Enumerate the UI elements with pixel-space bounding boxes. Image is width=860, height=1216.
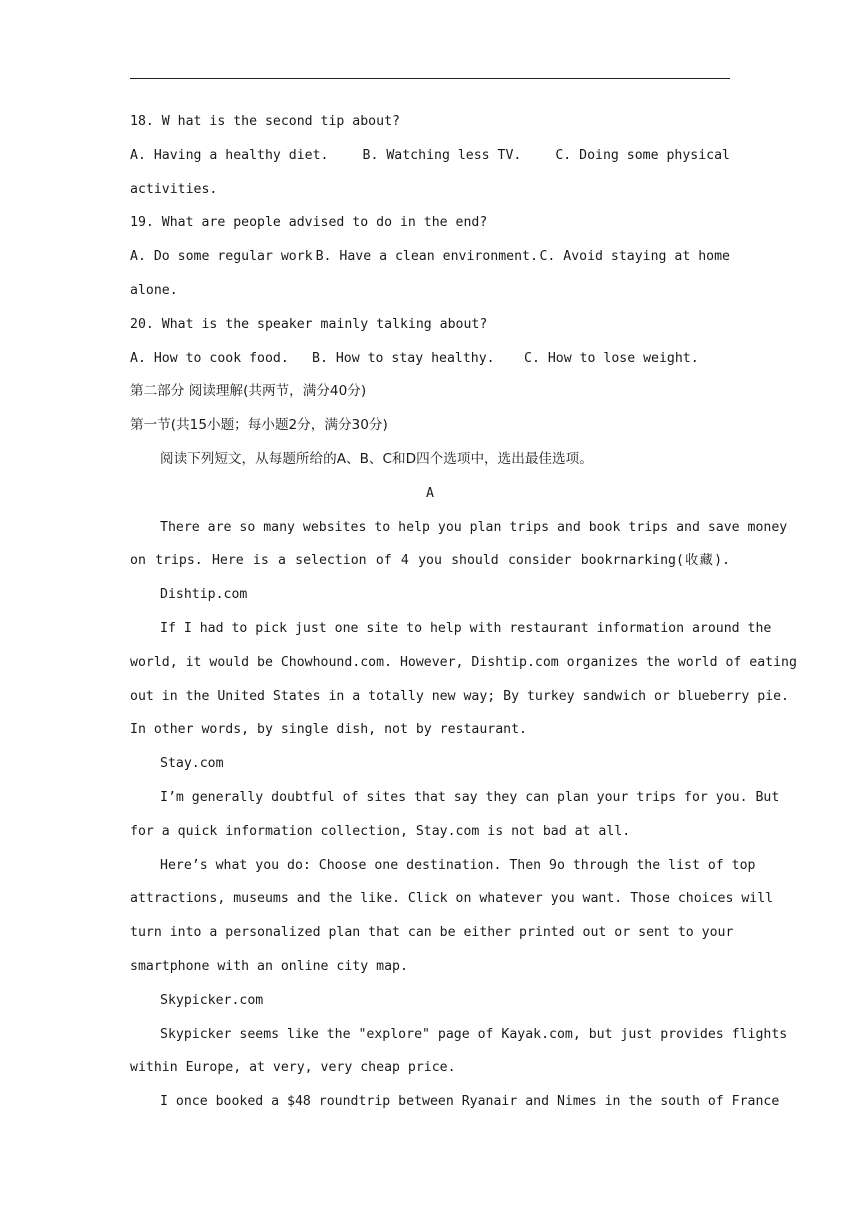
passage-line: within Europe, at very, very cheap price.	[130, 1060, 456, 1076]
header-rule	[130, 78, 730, 79]
passage-line: In other words, by single dish, not by restaurant.	[130, 722, 527, 738]
option-c: C. Avoid staying at home	[539, 249, 730, 265]
site-heading-skypicker: Skypicker.com	[160, 992, 264, 1008]
part-heading: 第二部分 阅读理解(共两节，满分40分)	[130, 383, 367, 400]
passage-line: smartphone with an online city map.	[130, 958, 408, 974]
question-18-options	[130, 139, 730, 173]
passage-line: If I had to pick just one site to help with restaurant information around the	[160, 620, 772, 636]
option-a: A. Having a healthy diet.	[130, 147, 329, 163]
passage-line: attractions, museums and the like. Click on whatever you want. Those choices will	[130, 891, 774, 907]
passage-label: A	[426, 485, 434, 501]
passage-line: turn into a personalized plan that can be either printed out or sent to your	[130, 925, 734, 941]
question-19-stem: 19. What are people advised to do in the end?	[130, 215, 488, 231]
passage-line: for a quick information collection, Stay.com is not bad at all.	[130, 823, 631, 839]
passage-line: I’m generally doubtful of sites that say they can plan your trips for you. But	[160, 789, 780, 805]
passage-line: Skypicker seems like the "explore" page of Kayak.com, but just provides flights	[160, 1026, 788, 1042]
passage-line: Here’s what you do: Choose one destination. Then 9o through the list of top	[160, 857, 756, 873]
instruction: 阅读下列短文，从每题所给的A、B、C和D四个选项中，选出最佳选项。	[160, 450, 593, 467]
option-b: B. How to stay healthy.	[312, 350, 495, 366]
option-a: A. How to cook food.	[130, 350, 289, 366]
question-19-options	[130, 240, 730, 274]
document-body	[130, 105, 797, 1119]
passage-line: on trips. Here is a selection of 4 you should consider bookrnarking(收藏).	[130, 553, 730, 569]
option-c-continuation: activities.	[130, 181, 218, 197]
question-20-options	[130, 342, 730, 376]
passage-line: I once booked a $48 roundtrip between Ryanair and Nimes in the south of France	[160, 1094, 780, 1110]
site-heading-dishtip: Dishtip.com	[160, 587, 248, 603]
question-18-stem: 18. W hat is the second tip about?	[130, 114, 400, 129]
option-c: C. Doing some physical	[555, 147, 730, 163]
site-heading-stay: Stay.com	[160, 756, 224, 772]
passage-line: out in the United States in a totally new way; By turkey sandwich or blueberry pie.	[130, 688, 789, 704]
option-b: B. Watching less TV.	[362, 147, 522, 163]
subsection-heading: 第一节(共15小题；每小题2分，满分30分)	[130, 417, 388, 434]
option-a: A. Do some regular work	[130, 249, 313, 265]
option-b: B. Have a clean environment.	[315, 249, 538, 265]
option-c-continuation: alone.	[130, 282, 178, 298]
passage-line: There are so many websites to help you plan trips and book trips and save money	[160, 519, 788, 535]
passage-line: world, it would be Chowhound.com. However, Dishtip.com organizes the world of eating	[130, 654, 797, 670]
question-20-stem: 20. What is the speaker mainly talking about?	[130, 316, 488, 332]
option-c: C. How to lose weight.	[524, 350, 699, 366]
